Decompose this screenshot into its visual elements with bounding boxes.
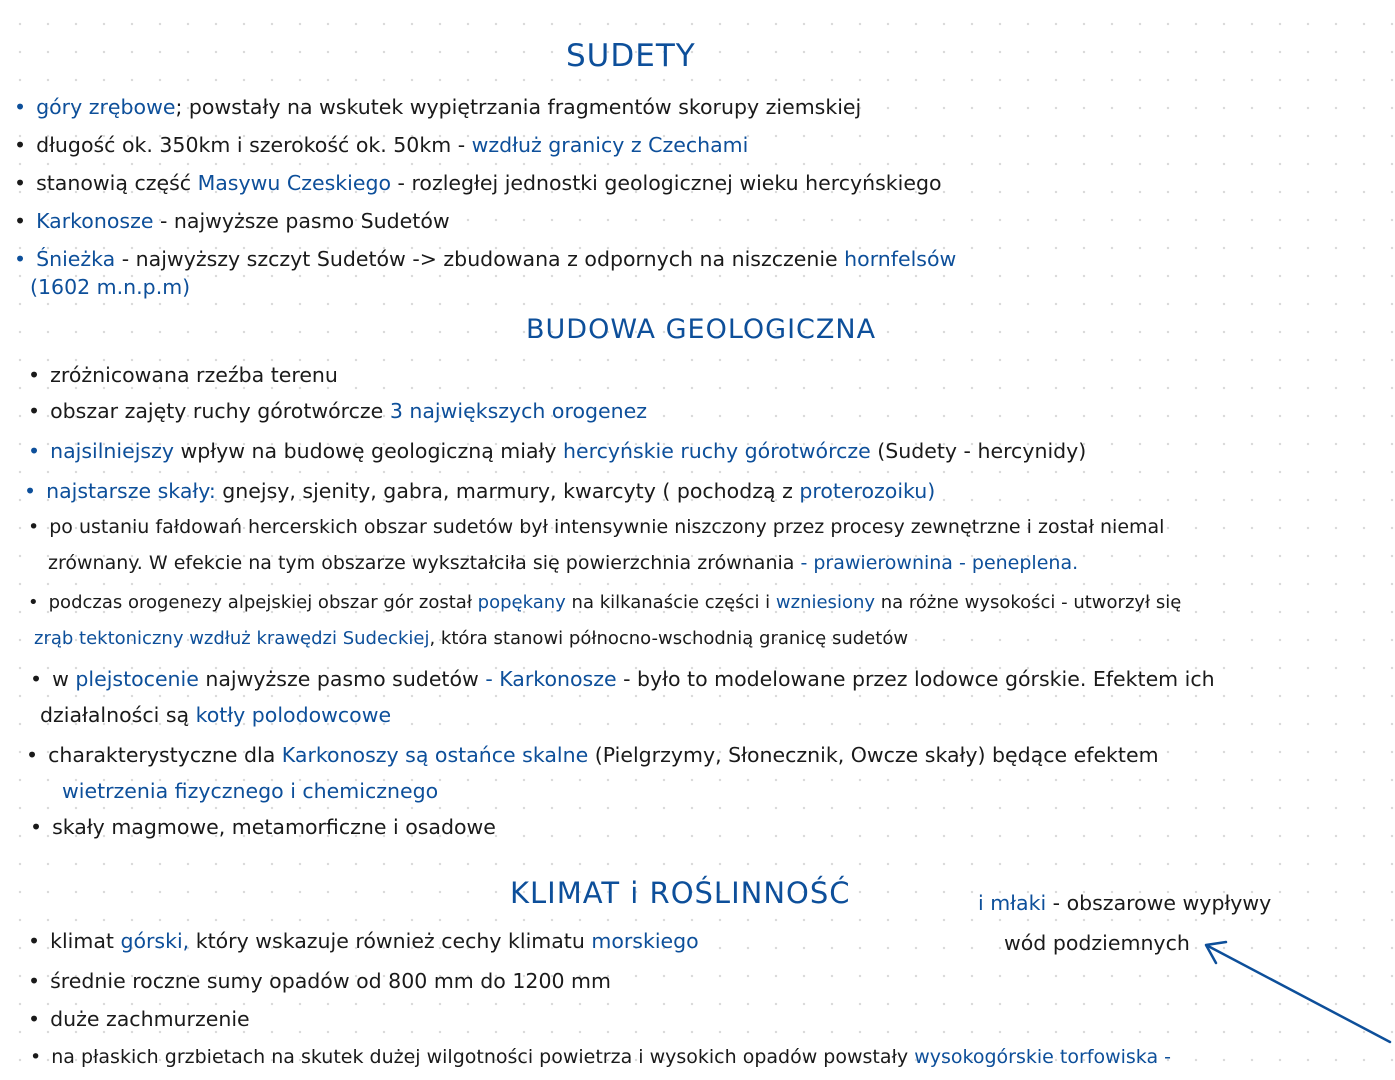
note-text: - najwyższy szczyt Sudetów -> zbudowana z odpornych na niszczenie [115, 247, 845, 271]
note-text: średnie roczne sumy opadów od 800 mm do 1200 mm [50, 969, 611, 993]
note-text: na różne wysokości - utworzył się [875, 592, 1182, 613]
note-line [26, 740, 1159, 770]
note-line [28, 436, 1086, 466]
note-line-continued [48, 548, 1078, 578]
note-line-continued [40, 700, 391, 730]
bullet: • [28, 399, 41, 423]
arrow-icon [1190, 930, 1395, 1050]
note-text: w [52, 667, 76, 691]
highlight-text: wzdłuż granicy z Czechami [471, 133, 749, 157]
note-line [28, 926, 699, 956]
bullet: • [26, 743, 39, 767]
bullet: • [30, 1046, 42, 1068]
note-line-continued [34, 624, 908, 654]
note-line [14, 130, 748, 160]
note-text: (Sudety - hercynidy) [870, 439, 1087, 463]
note-text: - było to modelowane przez lodowce górskie. Efektem ich [616, 667, 1215, 691]
highlight-text: proterozoiku [799, 479, 928, 503]
note-text: który wskazuje również cechy klimatu [189, 929, 592, 953]
highlight-text: hornfelsów [844, 247, 957, 271]
highlight-text: najsilniejszy [50, 439, 174, 463]
highlight-text: góry zrębowe [36, 95, 176, 119]
highlight-text: górski, [120, 929, 190, 953]
note-text: gnejsy, sjenity, gabra, marmury, kwarcyty ( pochodzą z [215, 479, 800, 503]
note-line [30, 1042, 1171, 1072]
note-line [28, 360, 338, 390]
bullet: • [28, 969, 41, 993]
highlight-text: 3 największych orogenez [389, 399, 647, 423]
note-text: duże zachmurzenie [50, 1007, 250, 1031]
bullet: • [28, 1007, 41, 1031]
highlight-text: Karkonoszy są ostańce skalne [281, 743, 589, 767]
bullet: • [28, 516, 40, 538]
highlight-text: Masywu Czeskiego [197, 171, 392, 195]
note-line [14, 168, 942, 198]
note-text: podczas orogenezy alpejskiej obszar gór został [48, 592, 478, 613]
highlight-text: i młaki [978, 891, 1047, 915]
note-text: po ustaniu fałdowań hercerskich obszar sudetów był intensywnie niszczony przez procesy zewnętrzne i został niemal [49, 516, 1165, 538]
bullet: • [28, 929, 41, 953]
highlight-text: najstarsze skały: [46, 479, 216, 503]
note-text: (Pielgrzymy, Słonecznik, Owcze skały) będące efektem [588, 743, 1159, 767]
note-line [28, 966, 611, 996]
note-line-continued: wietrzenia fizycznego i chemicznego [62, 779, 439, 803]
note-line [28, 512, 1164, 542]
note-text: stanowią część [36, 171, 198, 195]
bullet: • [14, 133, 27, 157]
note-text: klimat [50, 929, 121, 953]
note-text: zróżnicowana rzeźba terenu [50, 363, 338, 387]
note-text: ) [927, 479, 936, 503]
note-text: najwyższe pasmo sudetów [198, 667, 486, 691]
bullet: • [30, 815, 43, 839]
note-line [14, 92, 861, 122]
side-note-continued: wód podziemnych [1004, 931, 1190, 955]
highlight-text: - Karkonosze [485, 667, 617, 691]
bullet: • [30, 667, 43, 691]
highlight-text: Karkonosze [36, 209, 154, 233]
note-text: obszar zajęty ruchy górotwórcze [50, 399, 390, 423]
highlight-text: morskiego [591, 929, 699, 953]
note-text: charakterystyczne dla [48, 743, 282, 767]
section-title-klimat-roslinnosc: KLIMAT i ROŚLINNOŚĆ [510, 876, 851, 910]
highlight-text: zrąb tektoniczny wzdłuż krawędzi Sudeckiej [34, 628, 430, 649]
note-text: ; powstały na wskutek wypiętrzania fragmentów skorupy ziemskiej [175, 95, 862, 119]
bullet: • [14, 209, 27, 233]
bullet: • [24, 479, 37, 503]
bullet: • [28, 439, 41, 463]
bullet: • [14, 247, 27, 271]
highlight-text: kotły polodowcowe [195, 703, 392, 727]
note-text: na kilkanaście części i [565, 592, 776, 613]
note-line [14, 244, 956, 274]
bullet: • [28, 363, 41, 387]
note-line-continued: (1602 m.n.p.m) [30, 275, 191, 299]
section-title-sudety: SUDETY [566, 38, 696, 74]
section-title-budowa-geologiczna: BUDOWA GEOLOGICZNA [526, 314, 877, 345]
note-text: wpływ na budowę geologiczną miały [174, 439, 563, 463]
bullet: • [14, 171, 27, 195]
highlight-text: plejstocenie [75, 667, 199, 691]
note-line [28, 1004, 250, 1034]
highlight-text: wzniesiony [775, 592, 876, 613]
note-line [24, 476, 935, 506]
note-text: - najwyższe pasmo Sudetów [153, 209, 450, 233]
note-line [14, 206, 450, 236]
note-text: na płaskich grzbietach na skutek dużej wilgotności powietrza i wysokich opadów powstały [51, 1046, 915, 1068]
highlight-text: popękany [477, 592, 566, 613]
note-text: - obszarowe wypływy [1046, 891, 1272, 915]
note-text: , która stanowi północno-wschodnią granicę sudetów [429, 628, 909, 649]
highlight-text: wysokogórskie torfowiska - [914, 1046, 1171, 1068]
bullet: • [14, 95, 27, 119]
note-text: długość ok. 350km i szerokość ok. 50km - [36, 133, 472, 157]
highlight-text: Śnieżka [36, 247, 116, 271]
note-line [30, 664, 1215, 694]
note-text: zrównany. W efekcie na tym obszarze wykształciła się powierzchnia zrównania [48, 552, 801, 574]
note-text: - rozległej jednostki geologicznej wieku hercyńskiego [391, 171, 942, 195]
note-text: działalności są [40, 703, 196, 727]
side-note [978, 888, 1271, 918]
highlight-text: hercyńskie ruchy górotwórcze [562, 439, 871, 463]
highlight-text: - prawierownina - peneplena. [800, 552, 1079, 574]
note-line [28, 588, 1181, 618]
note-text: skały magmowe, metamorficzne i osadowe [52, 815, 496, 839]
bullet: • [28, 592, 39, 613]
note-line [28, 396, 647, 426]
note-line [30, 812, 496, 842]
